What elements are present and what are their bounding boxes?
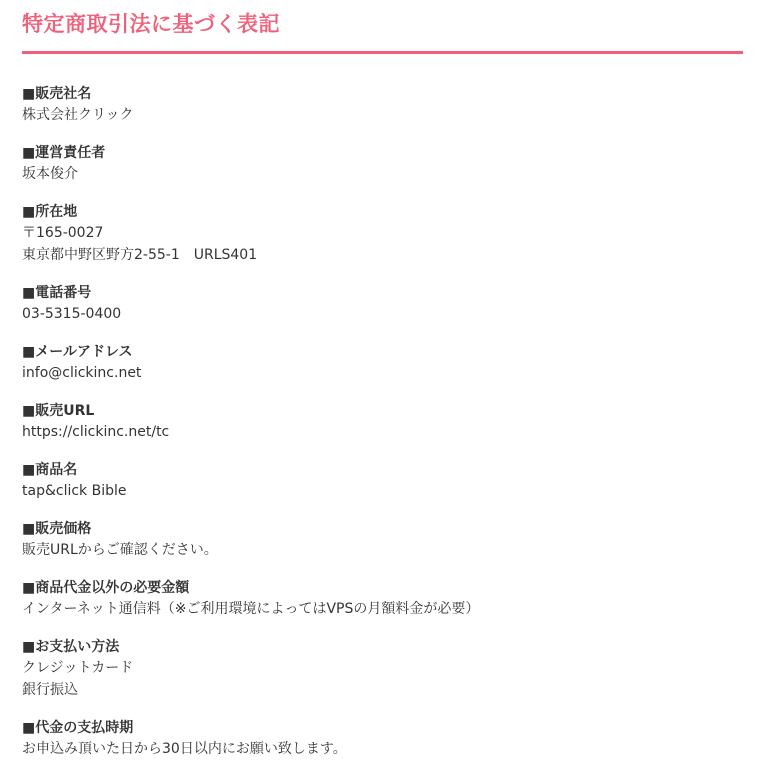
section-heading: ■商品名 xyxy=(22,462,78,478)
section-heading: ■所在地 xyxy=(22,204,78,220)
section-heading: ■運営責任者 xyxy=(22,145,106,161)
section-heading: ■お支払い方法 xyxy=(22,639,120,655)
section-payment-method xyxy=(22,637,752,701)
section-value: クレジットカード xyxy=(22,660,134,676)
section-heading: ■代金の支払時期 xyxy=(22,720,134,736)
section-value: 株式会社クリック xyxy=(22,107,134,123)
section-heading: ■メールアドレス xyxy=(22,344,133,360)
section-value: 03-5315-0400 xyxy=(22,306,122,322)
section-email xyxy=(22,342,752,384)
section-manager xyxy=(22,143,752,185)
section-value: 〒165-0027 xyxy=(22,225,104,241)
section-heading: ■販売社名 xyxy=(22,86,92,102)
section-product-name xyxy=(22,460,752,502)
section-sales-url xyxy=(22,401,752,443)
section-value: 販売URLからご確認ください。 xyxy=(22,542,218,558)
section-payment-timing xyxy=(22,718,752,760)
section-heading: ■販売価格 xyxy=(22,521,92,537)
section-address xyxy=(22,202,752,266)
section-value: 銀行振込 xyxy=(22,682,78,698)
section-heading: ■電話番号 xyxy=(22,285,92,301)
section-seller-name xyxy=(22,84,752,126)
section-additional-costs xyxy=(22,578,752,620)
section-value: 東京都中野区野方2-55-1 URLS401 xyxy=(22,247,258,263)
section-value: https://clickinc.net/tc xyxy=(22,424,170,440)
title-divider xyxy=(22,51,743,54)
section-heading: ■商品代金以外の必要金額 xyxy=(22,580,190,596)
section-value: インターネット通信料（※ご利用環境によってはVPSの月額料金が必要） xyxy=(22,601,480,617)
section-value: tap&click Bible xyxy=(22,483,127,499)
page-title: 特定商取引法に基づく表記 xyxy=(22,12,280,36)
section-value: お申込み頂いた日から30日以内にお願い致します。 xyxy=(22,741,347,757)
section-value: 坂本俊介 xyxy=(22,166,78,182)
section-price xyxy=(22,519,752,561)
section-value: info@clickinc.net xyxy=(22,365,142,381)
section-phone xyxy=(22,283,752,325)
section-heading: ■販売URL xyxy=(22,403,95,419)
